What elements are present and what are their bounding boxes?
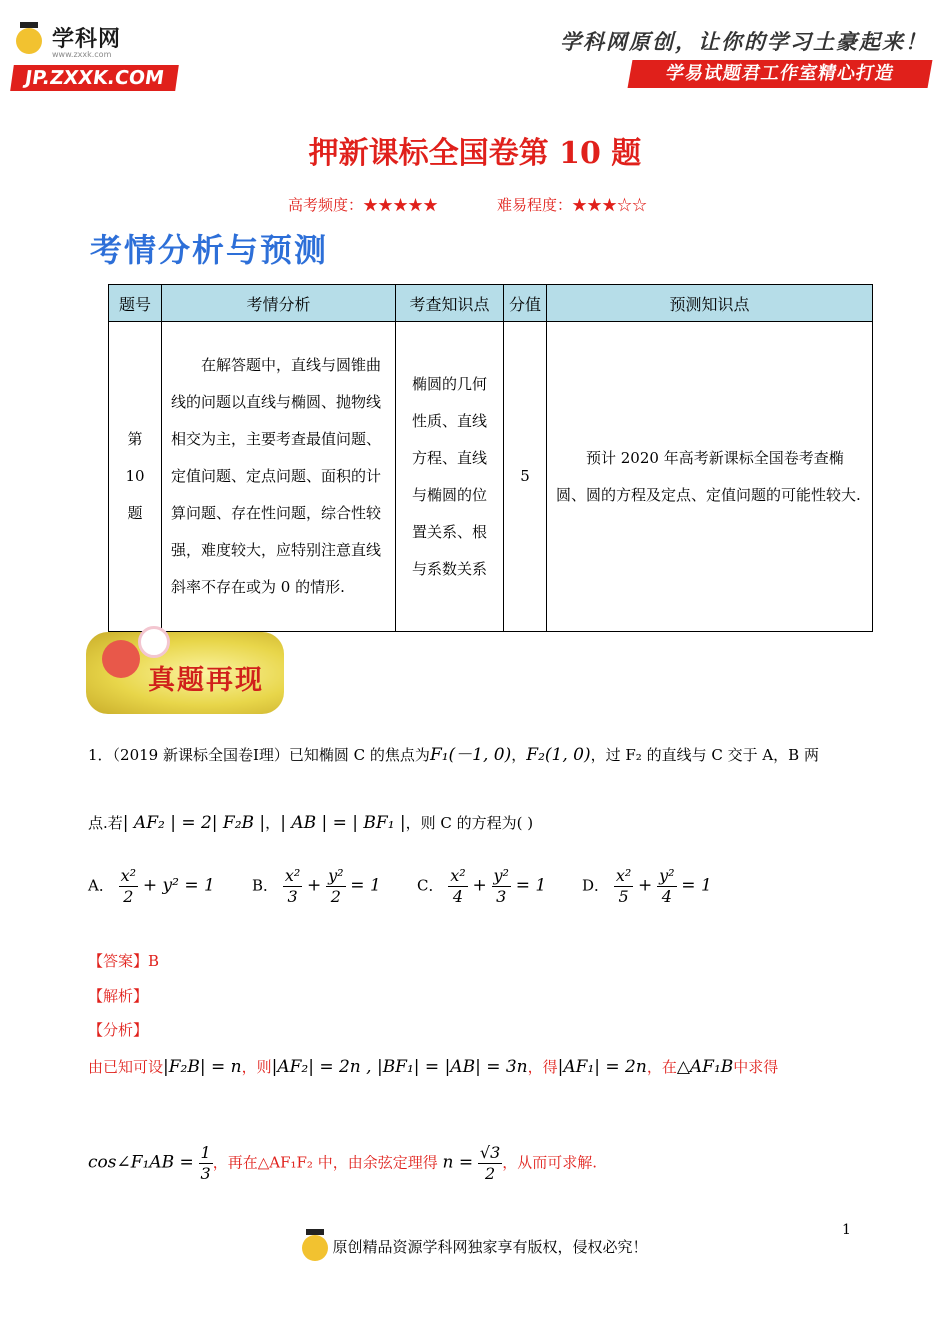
option-d-eq: = 1	[681, 875, 712, 896]
frac-num: 1	[200, 1143, 211, 1162]
option-b-label: B．	[252, 876, 279, 895]
frac-den: 2	[123, 887, 134, 906]
option-c-label: C．	[417, 876, 444, 895]
analysis-label: 【解析】	[88, 987, 149, 1005]
option-d-frac1	[614, 866, 633, 907]
option-d-frac2	[657, 866, 676, 907]
studio-banner: 学易试题君工作室精心打造	[628, 60, 933, 88]
analysis-text: ，得	[527, 1058, 558, 1076]
analysis-math: n =	[442, 1152, 474, 1173]
col-header-analysis: 考情分析	[162, 285, 396, 322]
apple-icon	[102, 640, 140, 678]
option-b[interactable]	[252, 866, 381, 907]
analysis-text: 由已知可设	[88, 1058, 164, 1076]
real-question-banner	[86, 632, 284, 714]
frac-num: y²	[328, 866, 344, 885]
option-c-eq: = 1	[515, 875, 547, 896]
option-a-label: A．	[88, 876, 114, 895]
frac-num: y²	[659, 866, 675, 885]
frac-den: 3	[496, 887, 507, 906]
frac-den: 3	[287, 887, 298, 906]
flower-icon	[138, 626, 170, 658]
cell-num: 第 10 题	[109, 322, 162, 632]
answer-label: 【答案】B	[88, 952, 160, 970]
question-line-2	[88, 812, 533, 833]
analysis-text: ，则	[241, 1058, 272, 1076]
col-header-knowledge: 考查知识点	[396, 285, 504, 322]
banner-label: 真题再现	[148, 665, 264, 696]
logo-url: www.zxxk.com	[52, 50, 112, 59]
condition-1: | AF₂ | = 2| F₂B |	[122, 813, 266, 833]
option-d-label: D．	[582, 876, 610, 895]
col-header-score: 分值	[504, 285, 547, 322]
logo-domain: JP.ZXXK.COM	[10, 65, 179, 91]
frac-num: √3	[479, 1143, 501, 1162]
slogan: 学科网原创，让你的学习土豪起来！	[560, 29, 928, 54]
frequency: 高考频度：★★★★★	[288, 196, 439, 214]
analysis-math: |AF₂| = 2n , |BF₁| = |AB| = 3n	[271, 1057, 528, 1077]
table-header-row	[109, 285, 873, 322]
question-sep2: ，	[265, 814, 281, 832]
focus-f1: F₁(－1, 0)	[429, 745, 512, 765]
frac-num: x²	[615, 866, 632, 885]
frac-num: y²	[493, 866, 509, 885]
option-a-rest: + y² = 1	[142, 875, 215, 896]
analysis-text: ，再在△AF₁F₂ 中，由余弦定理得	[212, 1153, 438, 1172]
frac-num: x²	[120, 866, 137, 885]
page-title: 押新课标全国卷第 10 题	[308, 136, 642, 171]
cell-score: 5	[504, 322, 547, 632]
option-b-eq: = 1	[350, 875, 381, 896]
plus-sign: +	[638, 875, 653, 896]
analysis-math: △AF₁B	[676, 1057, 734, 1077]
option-b-frac1	[283, 866, 302, 907]
analysis-text: ，从而可求解.	[502, 1153, 598, 1172]
cell-analysis: 在解答题中，直线与圆锥曲线的问题以直线与椭圆、抛物线相交为主，主要考查最值问题、定值问题、定点问题、面积的计算问题、存在性问题，综合性较强，难度较大，应特别注意直线斜率不存在或为 0 的情形.	[162, 322, 396, 632]
condition-2: | AB | = | BF₁ |	[280, 813, 406, 833]
frac-den: 3	[200, 1164, 211, 1183]
option-c-frac2	[492, 866, 511, 907]
frac-den: 2	[484, 1164, 496, 1183]
logo-name-text: 学科网	[52, 27, 122, 52]
option-a[interactable]	[88, 866, 215, 907]
table-row	[109, 322, 873, 632]
option-b-frac2	[326, 866, 345, 907]
frac-num: x²	[450, 866, 466, 885]
focus-f2: F₂(1, 0)	[526, 745, 591, 765]
cell-prediction: 预计 2020 年高考新课标全国卷考查椭圆、圆的方程及定点、定值问题的可能性较大.	[547, 322, 873, 632]
cell-knowledge: 椭圆的几何性质、直线方程、直线与椭圆的位置关系、根与系数关系	[396, 322, 504, 632]
question-line-1	[88, 740, 819, 765]
logo	[12, 22, 177, 92]
n-fraction	[478, 1143, 502, 1184]
option-a-frac	[119, 866, 138, 907]
frac-den: 4	[661, 887, 672, 906]
option-c-frac1	[448, 866, 467, 907]
frac-den: 2	[330, 887, 341, 906]
frac-den: 5	[618, 887, 629, 906]
analysis-math: cos∠F₁AB =	[88, 1152, 194, 1173]
analysis-math: |F₂B| = n	[163, 1057, 242, 1077]
analysis-line-2	[88, 1143, 597, 1184]
col-header-num: 题号	[109, 285, 162, 322]
option-d[interactable]	[582, 866, 712, 907]
question-prefix: 1．（2019 新课标全国卷Ⅰ理）已知椭圆 C 的焦点为	[88, 746, 430, 764]
plus-sign: +	[307, 875, 322, 896]
mascot-icon	[302, 1235, 328, 1261]
option-c[interactable]	[417, 866, 546, 907]
analysis-line-1	[88, 1056, 778, 1077]
question-mid: ，过 F₂ 的直线与 C 交于 A，B 两	[590, 746, 819, 764]
analysis-math: |AF₁| = 2n	[557, 1057, 647, 1077]
footer	[0, 1235, 950, 1261]
question-line2-prefix: 点.若	[88, 814, 123, 832]
analysis-text: ，在	[646, 1058, 677, 1076]
question-line2-suffix: ，则 C 的方程为( )	[405, 814, 534, 832]
plus-sign: +	[472, 875, 487, 896]
question-sep1: ，	[511, 746, 527, 764]
frac-num: x²	[284, 866, 301, 885]
copyright-text: 原创精品资源学科网独家享有版权，侵权必究！	[332, 1238, 648, 1256]
analysis-text: 中求得	[733, 1058, 779, 1076]
frac-den: 4	[452, 887, 464, 906]
analysis-table	[108, 284, 873, 632]
fenxi-label: 【分析】	[88, 1021, 149, 1039]
col-header-prediction: 预测知识点	[547, 285, 873, 322]
difficulty: 难易程度：★★★☆☆	[497, 196, 648, 214]
logo-name	[52, 22, 121, 59]
page-number: 1	[842, 1222, 851, 1238]
cos-fraction	[199, 1143, 213, 1184]
mascot-icon	[16, 28, 42, 54]
section-title: 考情分析与预测	[90, 231, 329, 269]
